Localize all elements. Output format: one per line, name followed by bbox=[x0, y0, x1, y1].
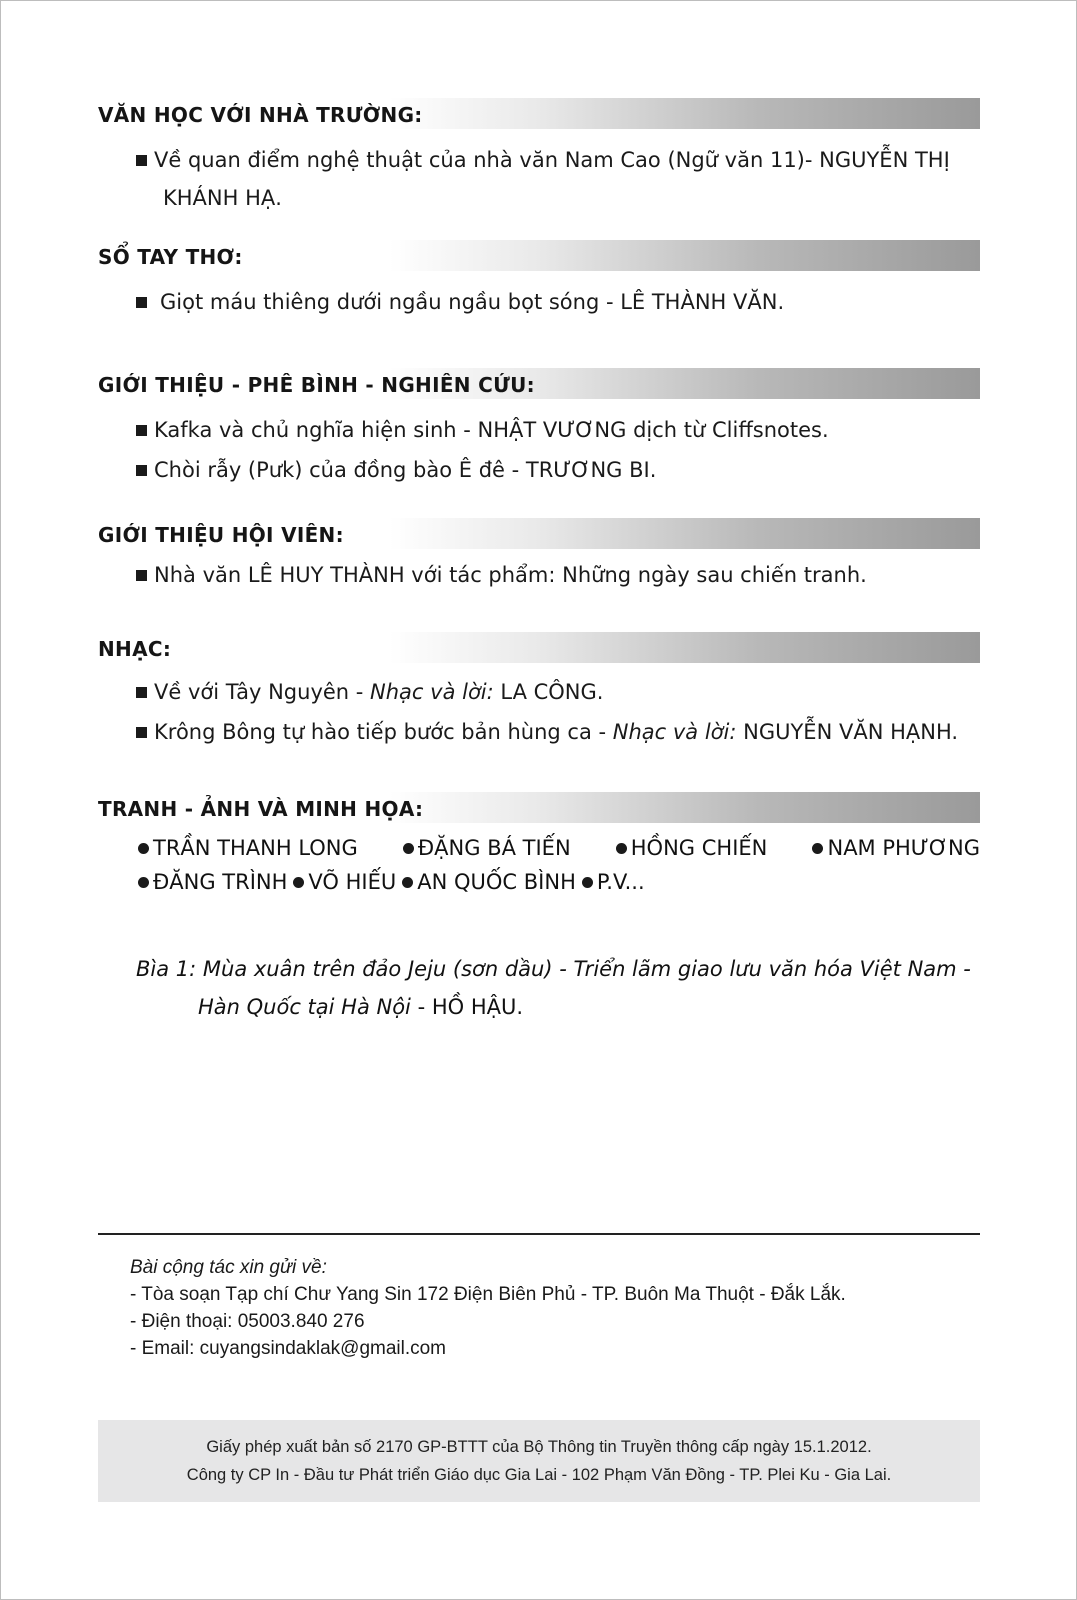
item-credit-name: NGUYỄN VĂN HẠNH. bbox=[736, 720, 959, 744]
contact-intro: Bài cộng tác xin gửi về: bbox=[130, 1257, 327, 1278]
artist-row bbox=[98, 831, 980, 865]
round-bullet-icon bbox=[616, 843, 627, 854]
section-header bbox=[98, 792, 980, 824]
artist-name: VÕ HIẾU bbox=[308, 870, 397, 894]
section-van-hoc bbox=[98, 98, 980, 217]
section-title: SỔ TAY THƠ: bbox=[98, 245, 243, 269]
round-bullet-icon bbox=[138, 877, 149, 888]
section-title: GIỚI THIỆU - PHÊ BÌNH - NGHIÊN CỨU: bbox=[98, 373, 535, 397]
divider bbox=[98, 1233, 980, 1235]
section-header bbox=[98, 240, 980, 272]
item-text: Giọt máu thiêng dưới ngầu ngầu bọt sóng - LÊ THÀNH VĂN. bbox=[160, 290, 785, 314]
printer-line: Công ty CP In - Đầu tư Phát triển Giáo dục Gia Lai - 102 Phạm Văn Đồng - TP. Plei Ku - Gia Lai. bbox=[186, 1466, 892, 1484]
artist-name: P.V... bbox=[596, 870, 645, 894]
item-text: Kafka và chủ nghĩa hiện sinh - NHẬT VƯƠNG dịch từ Cliffsnotes. bbox=[154, 418, 829, 442]
section-title: GIỚI THIỆU HỘI VIÊN: bbox=[98, 523, 344, 547]
list-item bbox=[98, 283, 980, 321]
item-credit-label: Nhạc và lời: bbox=[612, 720, 737, 744]
artist-item bbox=[616, 831, 768, 865]
license-line: Giấy phép xuất bản số 2170 GP-BTTT của Bộ Thông tin Truyền thông cấp ngày 15.1.2012. bbox=[206, 1438, 872, 1456]
square-bullet-icon bbox=[136, 727, 147, 738]
square-bullet-icon bbox=[136, 297, 147, 308]
item-text: Nhà văn LÊ HUY THÀNH với tác phẩm: Những ngày sau chiến tranh. bbox=[154, 563, 867, 587]
section-header bbox=[98, 98, 980, 130]
artist-name: NAM PHƯƠNG bbox=[827, 836, 980, 860]
square-bullet-icon bbox=[136, 570, 147, 581]
list-item bbox=[98, 450, 980, 490]
square-bullet-icon bbox=[136, 465, 147, 476]
artist-name: AN QUỐC BÌNH bbox=[417, 870, 576, 894]
artist-item bbox=[812, 831, 980, 865]
item-list bbox=[98, 672, 980, 752]
cover-caption-line2 bbox=[136, 988, 986, 1026]
section-header bbox=[98, 632, 980, 664]
artist-list bbox=[98, 831, 980, 899]
item-credit-name: LA CÔNG. bbox=[493, 680, 604, 704]
section-gioi-thieu-hoi-vien bbox=[98, 518, 980, 594]
item-text: Về với Tây Nguyên - bbox=[154, 680, 371, 704]
square-bullet-icon bbox=[136, 425, 147, 436]
round-bullet-icon bbox=[293, 877, 304, 888]
artist-name: ĐĂNG TRÌNH bbox=[153, 870, 288, 894]
artist-item bbox=[402, 865, 576, 899]
section-so-tay-tho bbox=[98, 240, 980, 321]
item-list bbox=[98, 141, 980, 217]
artist-name: TRẦN THANH LONG bbox=[153, 836, 358, 860]
section-header bbox=[98, 368, 980, 400]
artist-item bbox=[138, 865, 287, 899]
item-list bbox=[98, 410, 980, 490]
section-title: NHẠC: bbox=[98, 637, 172, 661]
cover-caption-line1: Bìa 1: Mùa xuân trên đảo Jeju (sơn dầu) - Triển lãm giao lưu văn hóa Việt Nam - bbox=[136, 957, 971, 981]
list-item bbox=[98, 672, 980, 712]
artist-row bbox=[98, 865, 980, 899]
artist-item bbox=[403, 831, 571, 865]
round-bullet-icon bbox=[138, 843, 149, 854]
section-tranh-anh bbox=[98, 792, 980, 899]
artist-item bbox=[293, 865, 396, 899]
artist-name: ĐẶNG BÁ TIẾN bbox=[417, 836, 571, 860]
artist-item bbox=[138, 831, 358, 865]
contact-email: - Email: cuyangsindaklak@gmail.com bbox=[130, 1338, 447, 1359]
square-bullet-icon bbox=[136, 687, 147, 698]
square-bullet-icon bbox=[136, 155, 147, 166]
section-gioi-thieu-phe-binh bbox=[98, 368, 980, 490]
license-footer bbox=[98, 1420, 980, 1502]
item-list bbox=[98, 556, 980, 594]
section-nhac bbox=[98, 632, 980, 752]
item-text: Krông Bông tự hào tiếp bước bản hùng ca - bbox=[154, 720, 613, 744]
contact-phone: - Điện thoại: 05003.840 276 bbox=[130, 1311, 365, 1332]
round-bullet-icon bbox=[402, 877, 413, 888]
list-item bbox=[98, 712, 980, 752]
item-text: Về quan điểm nghệ thuật của nhà văn Nam Cao (Ngữ văn 11)- NGUYỄN THỊ bbox=[154, 148, 950, 172]
section-header bbox=[98, 518, 980, 550]
section-title: TRANH - ẢNH VÀ MINH HỌA: bbox=[98, 797, 424, 821]
item-list bbox=[98, 283, 980, 321]
round-bullet-icon bbox=[403, 843, 414, 854]
round-bullet-icon bbox=[582, 877, 593, 888]
cover-caption bbox=[136, 950, 986, 1026]
item-text-continuation: KHÁNH HẠ. bbox=[163, 186, 282, 210]
list-item bbox=[98, 556, 980, 594]
item-credit-label: Nhạc và lời: bbox=[370, 680, 494, 704]
gradient-bar bbox=[98, 632, 980, 663]
contact-address: - Tòa soạn Tạp chí Chư Yang Sin 172 Điện Biên Phủ - TP. Buôn Ma Thuột - Đắk Lắk. bbox=[130, 1284, 846, 1305]
contact-block bbox=[130, 1254, 846, 1362]
round-bullet-icon bbox=[812, 843, 823, 854]
artist-item bbox=[582, 865, 645, 899]
list-item bbox=[98, 141, 980, 217]
cover-caption-location: Hàn Quốc tại Hà Nội bbox=[198, 995, 411, 1019]
section-title: VĂN HỌC VỚI NHÀ TRƯỜNG: bbox=[98, 103, 423, 127]
artist-name: HỒNG CHIẾN bbox=[630, 836, 768, 860]
list-item bbox=[98, 410, 980, 450]
item-text: Chòi rẫy (Pưk) của đồng bào Ê đê - TRƯƠNG BI. bbox=[154, 458, 657, 482]
cover-caption-author: - HỒ HẬU. bbox=[410, 995, 524, 1019]
